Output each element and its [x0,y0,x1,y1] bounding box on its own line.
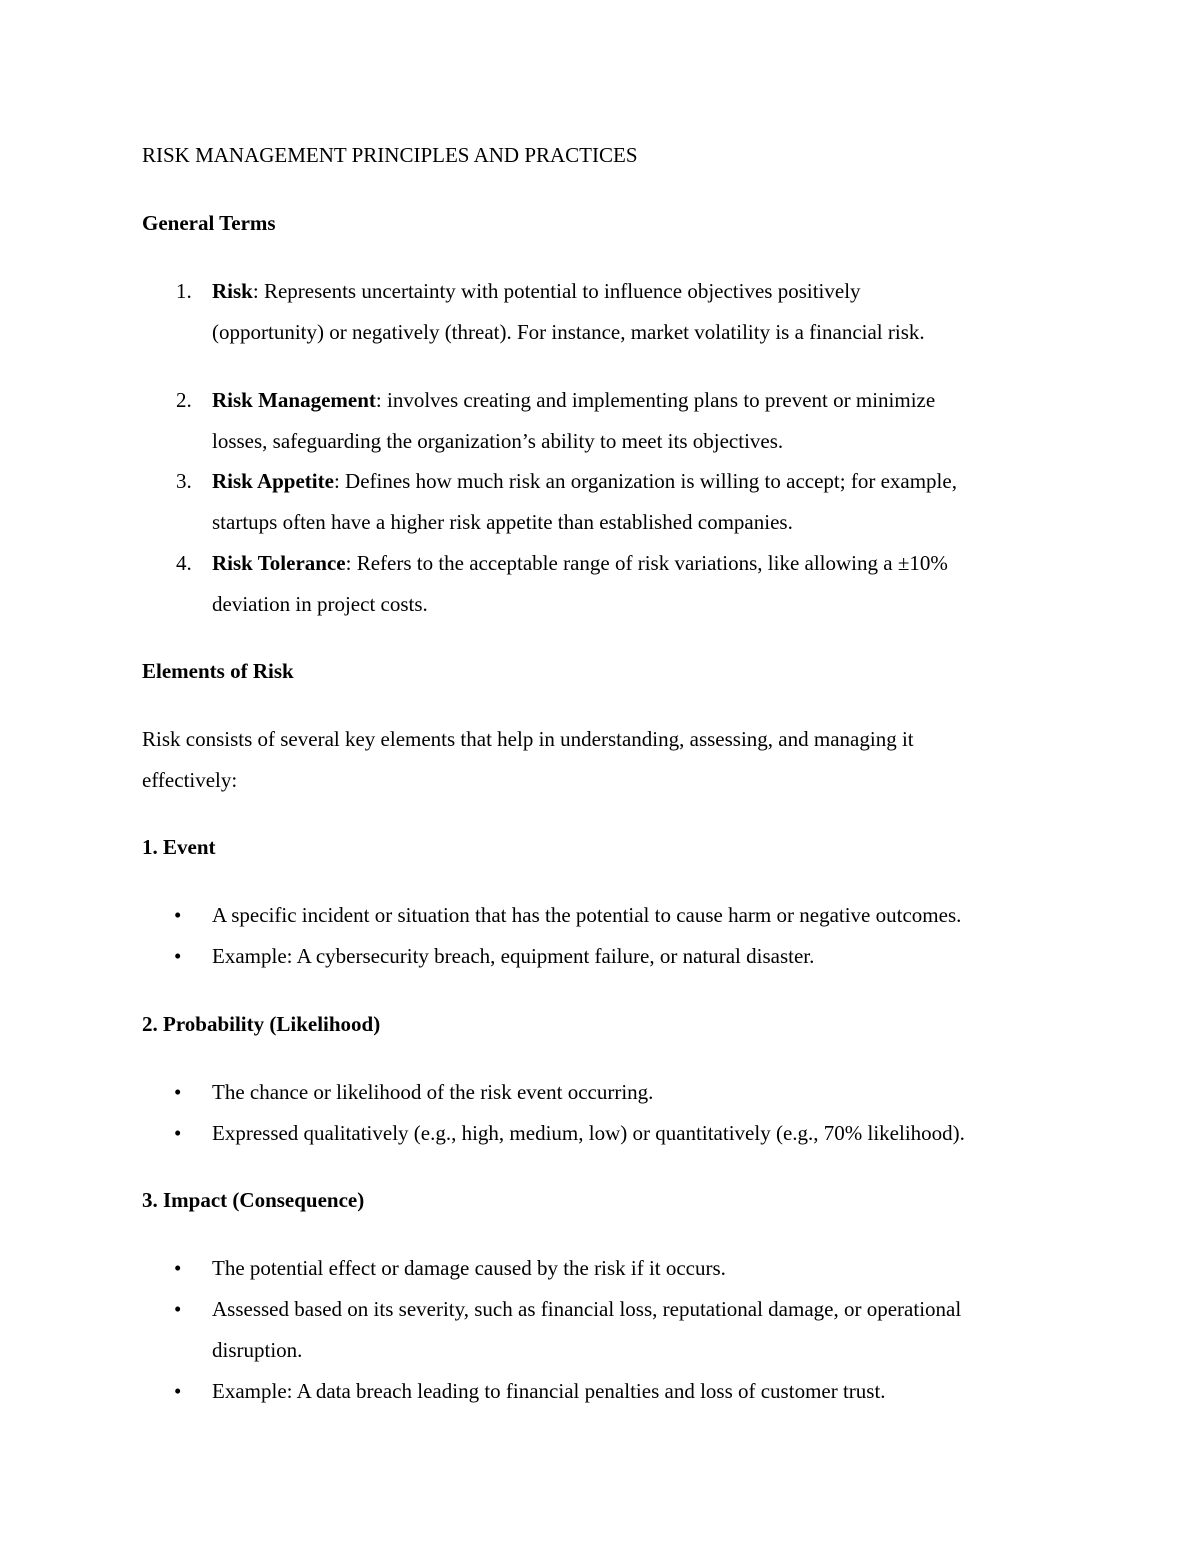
bullet-icon: • [174,1256,182,1280]
term-label: Risk [212,279,253,303]
term-definition-continued: (opportunity) or negatively (threat). For instance, market volatility is a financial risk. [212,320,925,344]
bullet-item [142,1248,1102,1289]
subsection-heading-event: 1. Event [142,835,216,859]
intro-paragraph-continued: effectively: [142,768,238,792]
bullet-text: Assessed based on its severity, such as financial loss, reputational damage, or operational [212,1297,962,1321]
list-item [142,543,1102,625]
term-definition-continued: startups often have a higher risk appetite than established companies. [212,510,793,534]
bullet-item [142,1072,1102,1113]
bullet-icon: • [174,1121,182,1145]
term-definition: : Represents uncertainty with potential to influence objectives positively [252,279,861,303]
intro-paragraph: Risk consists of several key elements that help in understanding, assessing, and managing it [142,727,914,751]
bullet-text: The potential effect or damage caused by the risk if it occurs. [212,1256,726,1280]
bullet-icon: • [174,903,182,927]
bullet-icon: • [174,1379,182,1403]
bullet-text: Example: A cybersecurity breach, equipment failure, or natural disaster. [212,944,815,968]
list-number: 4. [176,551,192,575]
bullet-item [142,1113,1102,1154]
document-title: RISK MANAGEMENT PRINCIPLES AND PRACTICES [142,143,638,167]
term-definition: : involves creating and implementing plans to prevent or minimize [375,388,936,412]
bullet-icon: • [174,944,182,968]
term-label: Risk Tolerance [212,551,346,575]
bullet-text: Example: A data breach leading to financial penalties and loss of customer trust. [212,1379,886,1403]
bullet-icon: • [174,1080,182,1104]
section-heading-elements-of-risk: Elements of Risk [142,659,294,683]
subsection-heading-probability: 2. Probability (Likelihood) [142,1012,381,1036]
section-heading-general-terms: General Terms [142,211,276,235]
term-definition-continued: deviation in project costs. [212,592,428,616]
list-number: 1. [176,279,192,303]
term-label: Risk Appetite [212,469,334,493]
term-label: Risk Management [212,388,376,412]
bullet-icon: • [174,1297,182,1321]
list-item [142,380,1102,462]
bullet-item [142,1289,1102,1371]
bullet-text-continued: disruption. [212,1338,303,1362]
term-definition: : Defines how much risk an organization is willing to accept; for example, [333,469,957,493]
list-number: 3. [176,469,192,493]
term-definition: : Refers to the acceptable range of risk variations, like allowing a ±10% [345,551,948,575]
term-definition-continued: losses, safeguarding the organization’s ability to meet its objectives. [212,429,784,453]
bullet-text: The chance or likelihood of the risk event occurring. [212,1080,654,1104]
list-number: 2. [176,388,192,412]
bullet-item [142,936,1102,977]
bullet-item [142,1371,1102,1412]
bullet-text: A specific incident or situation that has the potential to cause harm or negative outcomes. [212,903,962,927]
subsection-heading-impact: 3. Impact (Consequence) [142,1188,365,1212]
list-item [142,461,1102,543]
list-item [142,271,1102,353]
bullet-text: Expressed qualitatively (e.g., high, medium, low) or quantitatively (e.g., 70% likelihood). [212,1121,965,1145]
bullet-item [142,895,1102,936]
